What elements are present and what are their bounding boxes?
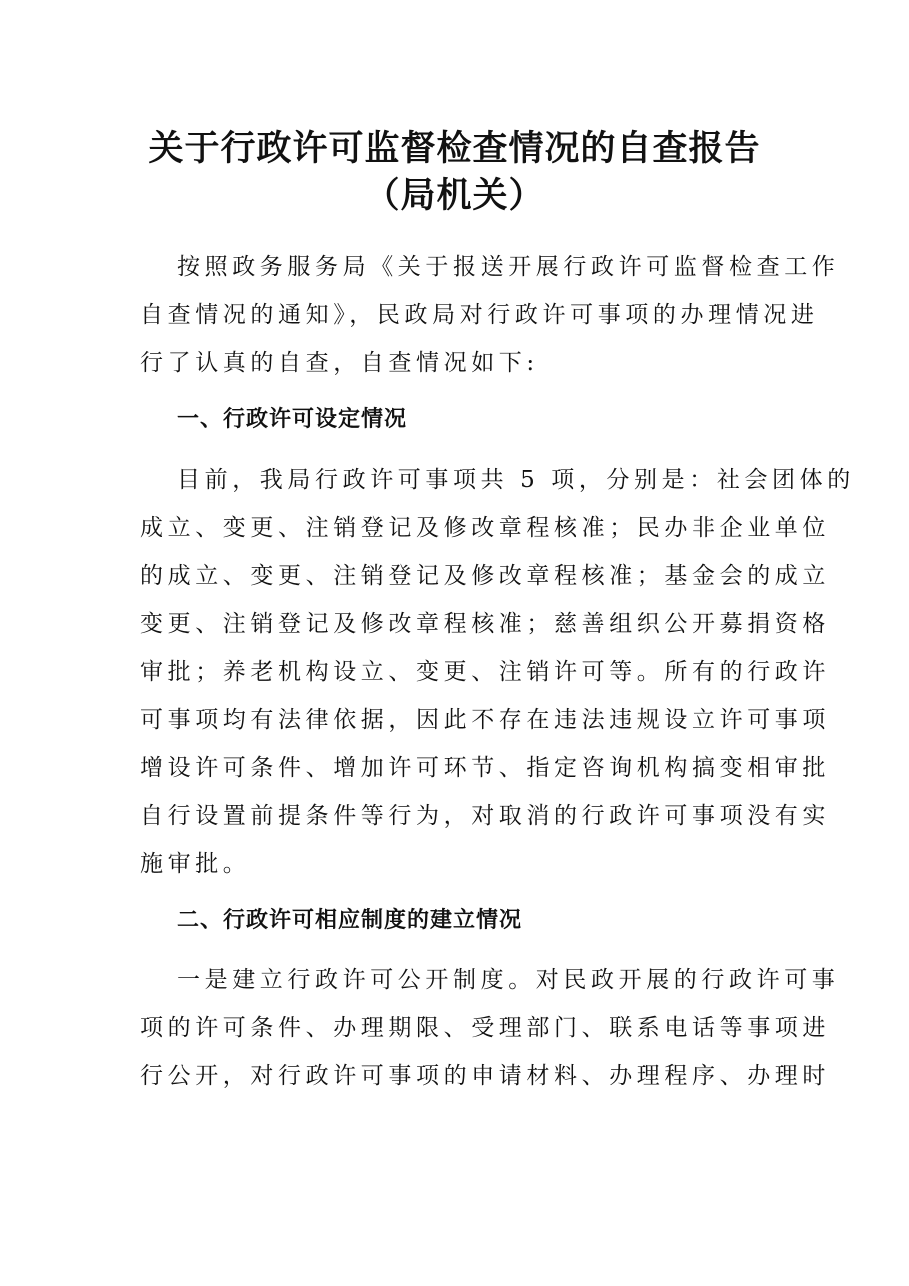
- section-heading: 二、行政许可相应制度的建立情况: [177, 907, 523, 933]
- paragraph-line: 一是建立行政许可公开制度。对民政开展的行政许可事: [177, 967, 840, 993]
- intro-line: 行了认真的自查，自查情况如下:: [140, 350, 539, 376]
- paragraph-line: 目前，我局行政许可事项共 5 项，分别是：社会团体的: [177, 467, 855, 493]
- paragraph-line: 自行设置前提条件等行为，对取消的行政许可事项没有实: [140, 803, 830, 829]
- paragraph-line: 施审批。: [140, 851, 251, 877]
- intro-line: 按照政务服务局《关于报送开展行政许可监督检查工作: [177, 254, 840, 280]
- paragraph-line: 行公开，对行政许可事项的申请材料、办理程序、办理时: [140, 1063, 830, 1089]
- paragraph-line: 的成立、变更、注销登记及修改章程核准；基金会的成立: [140, 563, 830, 589]
- section-heading: 一、行政许可设定情况: [177, 406, 408, 432]
- paragraph-line: 审批；养老机构设立、变更、注销许可等。所有的行政许: [140, 659, 830, 685]
- paragraph-line: 成立、变更、注销登记及修改章程核准；民办非企业单位: [140, 515, 830, 541]
- paragraph-line: 增设许可条件、增加许可环节、指定咨询机构搞变相审批: [140, 755, 830, 781]
- document-title: 关于行政许可监督检查情况的自查报告: [148, 128, 761, 169]
- paragraph-line: 项的许可条件、办理期限、受理部门、联系电话等事项进: [140, 1015, 830, 1041]
- intro-line: 自查情况的通知》，民政局对行政许可事项的办理情况进: [140, 302, 819, 328]
- document-subtitle: （局机关）: [364, 175, 545, 216]
- paragraph-line: 可事项均有法律依据，因此不存在违法违规设立许可事项: [140, 707, 830, 733]
- paragraph-line: 变更、注销登记及修改章程核准；慈善组织公开募捐资格: [140, 611, 830, 637]
